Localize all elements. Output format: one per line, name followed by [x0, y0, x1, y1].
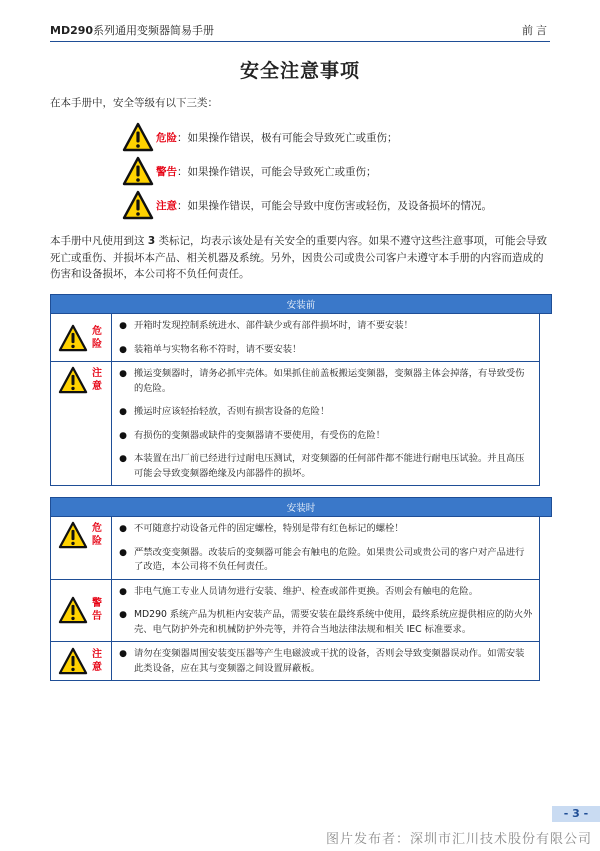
intro-text: 在本手册中，安全等级有以下三类：	[50, 97, 218, 109]
header-divider	[50, 41, 550, 42]
warning-triangle-icon	[122, 122, 154, 152]
header-manual-title: MD290系列通用变频器简易手册	[50, 24, 215, 37]
list-item: ● 本装置在出厂前已经进行过耐电压测试，对变频器的任何部件都不能进行耐电压试验。并且高压可能会导致变频器绝缘及内部器件的损坏。	[119, 453, 525, 479]
list-item: ● 非电气施工专业人员请勿进行安装、维护、检查或部件更换。否则会有触电的危险。	[119, 585, 478, 597]
warning-triangle-icon	[122, 156, 154, 186]
warning-label-cell: 警告	[51, 579, 112, 642]
list-item: ● 不可随意拧动设备元件的固定螺栓，特别是带有红色标记的螺栓！	[119, 523, 404, 534]
table-header: 安装前	[51, 295, 552, 314]
level-danger: 危险 ：如果操作错误，极有可能会导致死亡或重伤；	[122, 121, 398, 153]
list-item: ● MD290 系统产品为机柜内安装产品，需要安装在最终系统中使用，最终系统应提供相应的防火外壳、电气防护外壳和机械防护外壳等，并符合当地法律法规和相关 IEC 标准要求。	[119, 609, 533, 635]
before-install-table	[50, 294, 552, 486]
table-header: 安装时	[51, 498, 552, 517]
caution-label-cell: 注意	[51, 362, 112, 486]
list-item: ● 搬运时应该轻抬轻放，否则有损害设备的危险！	[119, 406, 330, 417]
during-install-table	[50, 497, 552, 681]
warning-triangle-icon	[58, 596, 88, 624]
level-caution: 注意 ：如果操作错误，可能会导致中度伤害或轻伤，及设备损坏的情况。	[122, 189, 492, 221]
level-warning: 警告 ：如果操作错误，可能会导致死亡或重伤；	[122, 155, 377, 187]
caution-label-cell: 注意	[51, 642, 112, 681]
page-title: 安全注意事项	[239, 60, 360, 82]
caution-items	[112, 642, 540, 681]
warning-triangle-icon	[122, 190, 154, 220]
warning-items	[112, 579, 540, 642]
danger-items	[112, 314, 540, 362]
warning-triangle-icon	[58, 366, 88, 394]
caution-items	[112, 362, 540, 486]
list-item: ● 有损伤的变频器或缺件的变频器请不要使用，有受伤的危险！	[119, 429, 386, 441]
page-header	[50, 22, 550, 42]
list-item: ● 装箱单与实物名称不符时，请不要安装！	[119, 343, 302, 355]
warning-triangle-icon	[58, 521, 88, 549]
list-item: ● 请勿在变频器周围安装变压器等产生电磁波或干扰的设备，否则会导致变频器误动作。如需安装此类设备，应在其与变频器之间设置屏蔽板。	[119, 648, 525, 674]
safety-paragraph: 本手册中凡使用到这 3 类标记，均表示该处是有关安全的重要内容。如果不遵守这些注意事项，可能会导致死亡或重伤、并损坏本产品、相关机器及系统。另外，因贵公司或贵公司客户未遵守本手册的内容而造成的伤害和设备损坏，本公司将不负任何责任。	[50, 235, 547, 280]
warning-triangle-icon	[58, 324, 88, 352]
warning-triangle-icon	[58, 647, 88, 675]
danger-label-cell: 危险	[51, 314, 112, 362]
list-item: ● 开箱时发现控制系统进水、部件缺少或有部件损坏时，请不要安装！	[119, 320, 413, 331]
list-item: ● 严禁改变变频器。改装后的变频器可能会有触电的危险。如果贵公司或贵公司的客户对产品进行了改造，本公司将不负任何责任。	[119, 546, 525, 572]
header-section: 前言	[522, 24, 550, 37]
danger-label-cell: 危险	[51, 517, 112, 580]
publisher-watermark: 图片发布者：深圳市汇川技术股份有限公司	[325, 832, 592, 847]
danger-items	[112, 517, 540, 580]
page-number: - 3 -	[552, 806, 600, 822]
list-item: ● 搬运变频器时，请务必抓牢壳体。如果抓住前盖板搬运变频器，变频器主体会掉落，有导致受伤的危险。	[119, 368, 525, 394]
